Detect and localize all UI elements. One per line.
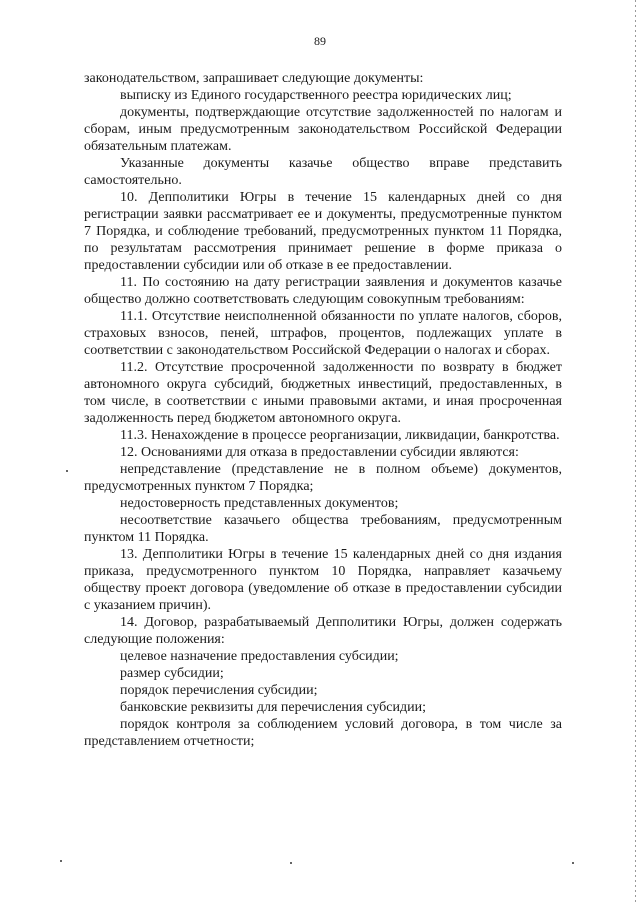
scan-speck — [60, 860, 62, 862]
paragraph: 13. Депполитики Югры в течение 15 календарных дней со дня издания приказа, предусмотренного пунктом 10 Порядка, направляет казачьему обществу проект договора (уведомление об отказе в предоставлении субсидии с указанием причин). — [84, 547, 562, 613]
paragraph: 11.1. Отсутствие неисполненной обязанности по уплате налогов, сборов, страховых взносов, пеней, штрафов, процентов, подлежащих уплате в соответствии с законодательством Российской Федерации о налогах и сборах. — [84, 309, 562, 358]
paragraph: 14. Договор, разрабатываемый Депполитики Югры, должен содержать следующие положения: — [84, 615, 562, 647]
scan-edge-line — [635, 0, 636, 905]
paragraph: целевое назначение предоставления субсидии; — [120, 649, 399, 664]
paragraph: 11. По состоянию на дату регистрации заявления и документов казачье общество должно соответствовать следующим совокупным требованиям: — [84, 275, 562, 307]
paragraph: Указанные документы казачье общество вправе представить самостоятельно. — [84, 156, 562, 188]
paragraph: законодательством, запрашивает следующие документы: — [84, 71, 424, 86]
paragraph: 10. Депполитики Югры в течение 15 календарных дней со дня регистрации заявки рассматривает ее и документы, предусмотренные пунктом 7 Порядка, и соблюдение требований, предусмотренных пунктом 11 Порядка, по результатам рассмотрения принимает решение в форме приказа о предоставлении субсидии или об отказе в ее предоставлении. — [84, 190, 562, 273]
paragraph: непредставление (представление не в полном объеме) документов, предусмотренных пунктом 7 Порядка; — [84, 462, 562, 494]
paragraph: банковские реквизиты для перечисления субсидии; — [120, 700, 426, 715]
paragraph: недостоверность представленных документов; — [120, 496, 399, 511]
scan-speck — [290, 862, 292, 864]
paragraph: порядок контроля за соблюдением условий договора, в том числе за представлением отчетности; — [84, 717, 562, 749]
paragraph: 11.2. Отсутствие просроченной задолженности по возврату в бюджет автономного округа субсидий, бюджетных инвестиций, предоставленных, в том числе, в соответствии с иными правовыми актами, и иная просроченная задолженность перед бюджетом автономного округа. — [84, 360, 562, 426]
paragraph: 12. Основаниями для отказа в предоставлении субсидии являются: — [120, 445, 519, 460]
scan-speck — [66, 470, 68, 472]
paragraph: порядок перечисления субсидии; — [120, 683, 318, 698]
paragraph: выписку из Единого государственного реестра юридических лиц; — [120, 88, 512, 103]
paragraph: несоответствие казачьего общества требованиям, предусмотренным пунктом 11 Порядка. — [84, 513, 562, 545]
paragraph: документы, подтверждающие отсутствие задолженностей по налогам и сборам, иным предусмотренным законодательством Российской Федерации обязательным платежам. — [84, 105, 562, 154]
paragraph: размер субсидии; — [120, 666, 224, 681]
page-number: 89 — [314, 34, 326, 48]
document-body — [84, 70, 562, 750]
scan-speck — [572, 862, 574, 864]
paragraph: 11.3. Ненахождение в процессе реорганизации, ликвидации, банкротства. — [120, 428, 560, 443]
